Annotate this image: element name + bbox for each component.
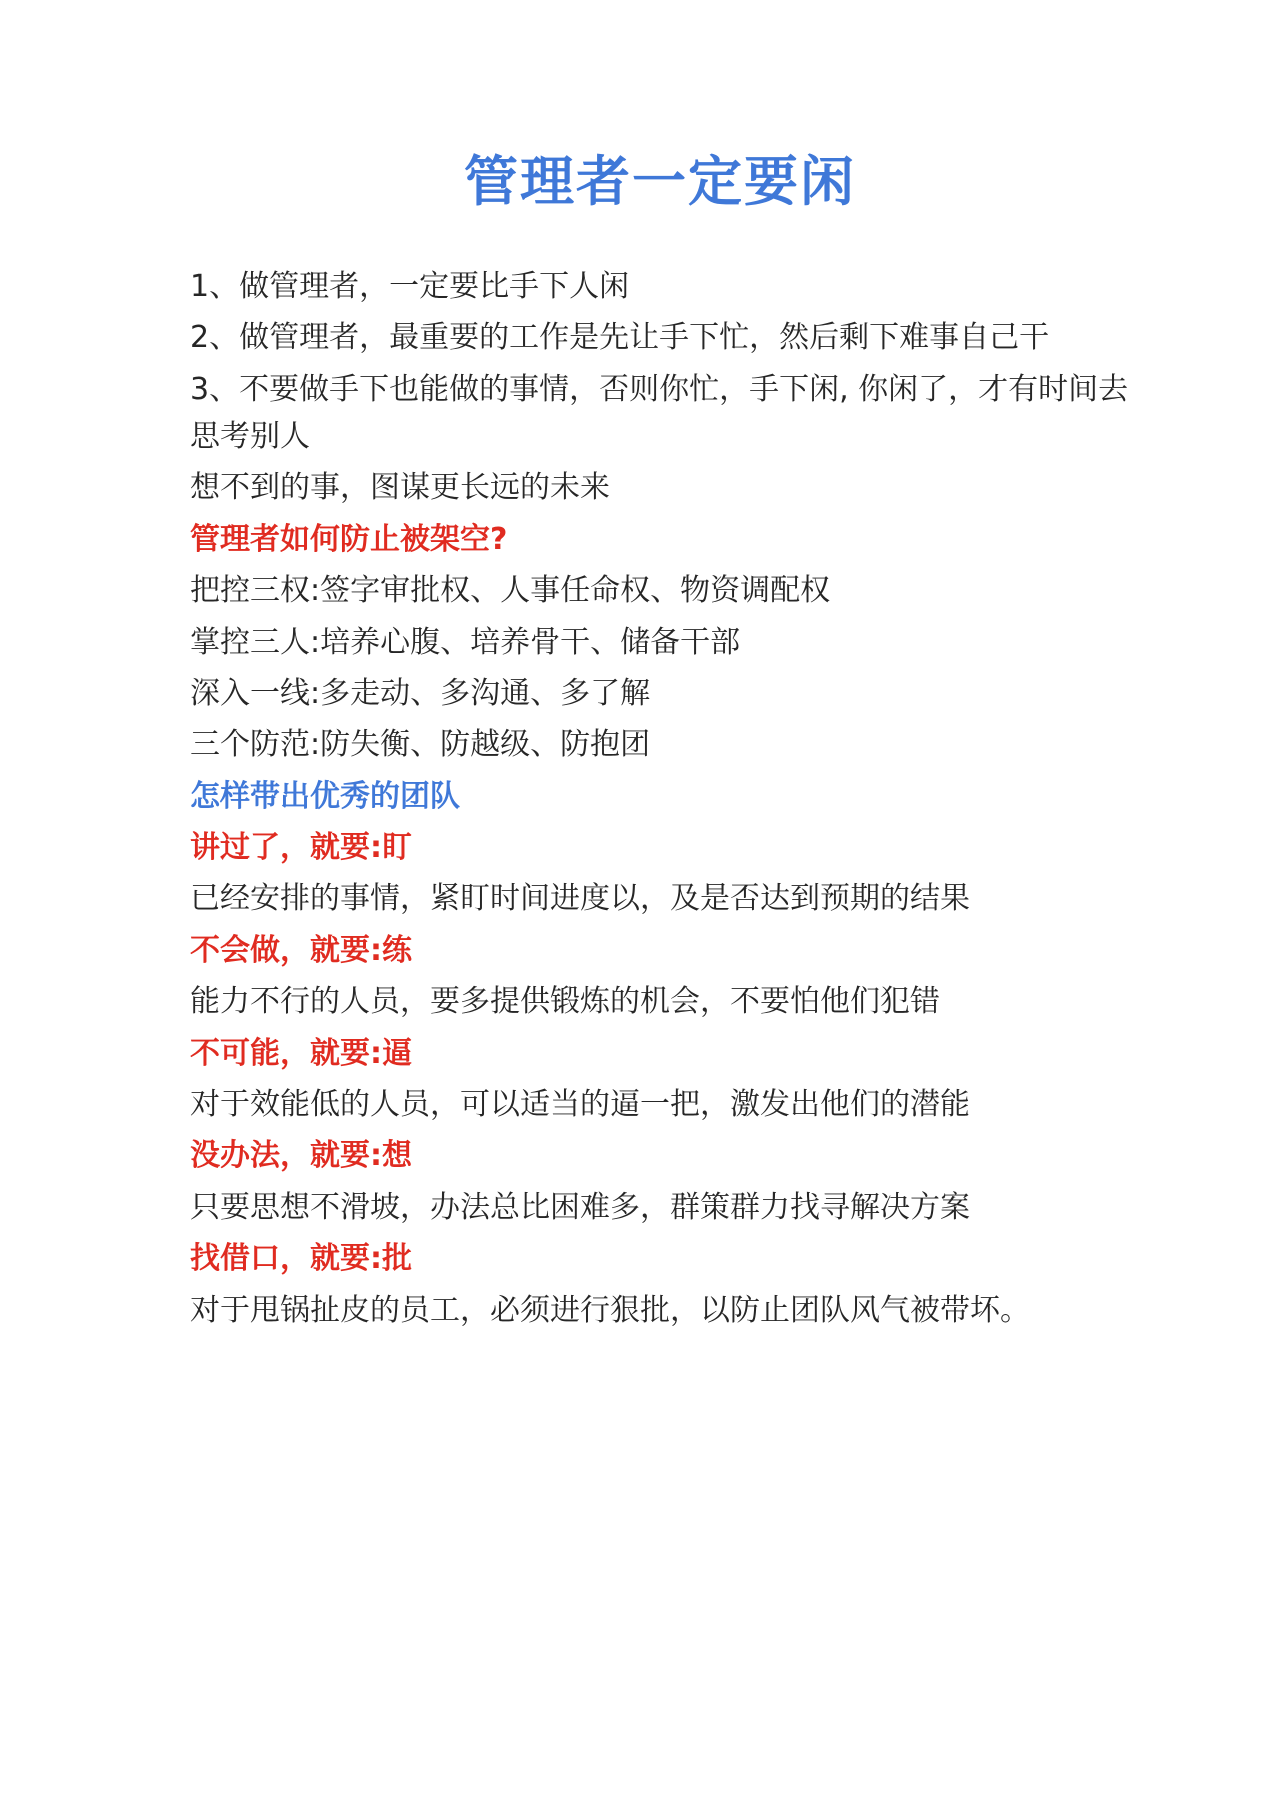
section-heading: 讲过了，就要:盯	[190, 830, 412, 866]
body-line: 能力不行的人员，要多提供锻炼的机会，不要怕他们犯错	[190, 984, 940, 1020]
body-line: 2、做管理者，最重要的工作是先让手下忙，然后剩下难事自己干	[190, 320, 1050, 356]
body-line: 把控三权:签字审批权、人事任命权、物资调配权	[190, 573, 831, 609]
section-heading: 找借口，就要:批	[190, 1241, 412, 1277]
body-line: 3、不要做手下也能做的事情，否则你忙，手下闲, 你闲了，才有时间去思考别人	[190, 371, 1129, 454]
section-heading: 不可能，就要:逼	[190, 1035, 412, 1071]
body-line: 已经安排的事情，紧盯时间进度以，及是否达到预期的结果	[190, 881, 970, 917]
body-line: 深入一线:多走动、多沟通、多了解	[190, 675, 651, 711]
document-body	[190, 263, 1130, 1334]
body-line: 三个防范:防失衡、防越级、防抱团	[190, 727, 651, 763]
body-line: 只要思想不滑坡，办法总比困难多，群策群力找寻解决方案	[190, 1189, 970, 1225]
section-heading: 不会做，就要:练	[190, 932, 412, 968]
body-line: 掌控三人:培养心腹、培养骨干、储备干部	[190, 624, 741, 660]
section-heading: 管理者如何防止被架空?	[190, 521, 508, 557]
section-heading: 没办法，就要:想	[190, 1138, 412, 1174]
page-title: 管理者一定要闲	[464, 150, 856, 213]
body-line: 1、做管理者，一定要比手下人闲	[190, 268, 630, 304]
body-line: 对于效能低的人员，可以适当的逼一把，激发出他们的潜能	[190, 1087, 970, 1123]
body-line: 想不到的事，图谋更长远的未来	[190, 470, 610, 506]
body-line: 对于甩锅扯皮的员工，必须进行狠批，以防止团队风气被带坏。	[190, 1292, 1030, 1328]
section-heading: 怎样带出优秀的团队	[190, 778, 460, 814]
